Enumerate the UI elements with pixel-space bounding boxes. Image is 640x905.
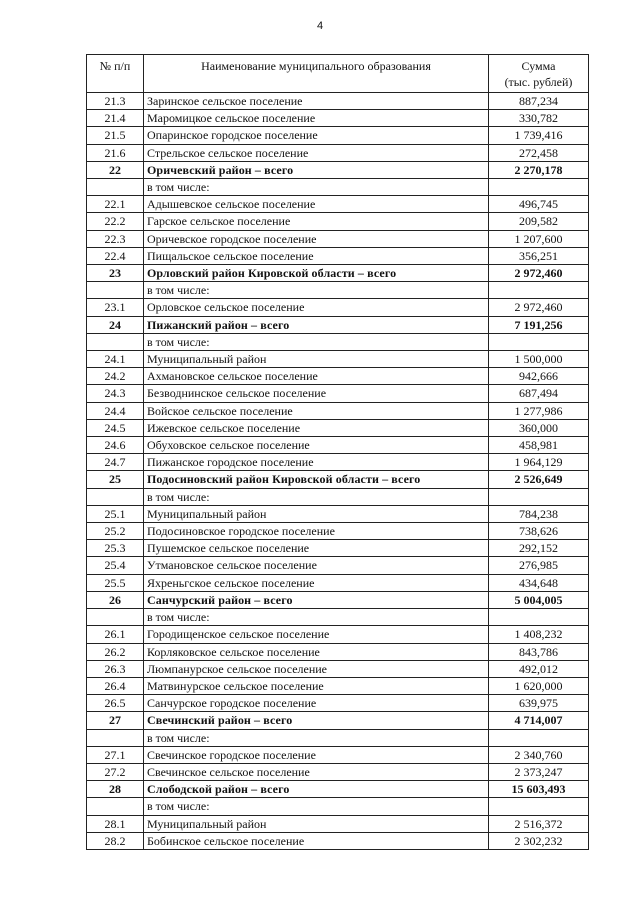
table-row <box>87 505 589 522</box>
budget-table <box>86 54 589 850</box>
row-number-cell: 23.1 <box>87 299 144 316</box>
table-row <box>87 351 589 368</box>
row-name-cell: Яхреньгское сельское поселение <box>144 574 489 591</box>
header-number: № п/п <box>87 55 144 93</box>
row-number-cell: 24 <box>87 316 144 333</box>
row-sum-cell <box>489 729 589 746</box>
row-sum-cell: 7 191,256 <box>489 316 589 333</box>
table-row <box>87 127 589 144</box>
row-sum-cell: 492,012 <box>489 660 589 677</box>
row-name-cell: в том числе: <box>144 798 489 815</box>
row-sum-cell: 356,251 <box>489 247 589 264</box>
table-row <box>87 196 589 213</box>
header-sum-unit: (тыс. рублей) <box>504 75 573 90</box>
table-row <box>87 93 589 110</box>
table-row <box>87 540 589 557</box>
row-sum-cell: 276,985 <box>489 557 589 574</box>
row-number-cell: 24.6 <box>87 437 144 454</box>
row-name-cell: Свечинский район – всего <box>144 712 489 729</box>
district-total-row <box>87 316 589 333</box>
table-body <box>87 93 589 850</box>
row-name-cell: в том числе: <box>144 333 489 350</box>
row-sum-cell: 5 004,005 <box>489 591 589 608</box>
row-number-cell: 24.1 <box>87 351 144 368</box>
table-row <box>87 609 589 626</box>
row-number-cell: 21.5 <box>87 127 144 144</box>
table-row <box>87 557 589 574</box>
row-name-cell: Обуховское сельское поселение <box>144 437 489 454</box>
row-name-cell: Слободской район – всего <box>144 781 489 798</box>
row-sum-cell: 2 270,178 <box>489 161 589 178</box>
row-sum-cell: 1 408,232 <box>489 626 589 643</box>
row-name-cell: Пижанское городское поселение <box>144 454 489 471</box>
row-number-cell: 26 <box>87 591 144 608</box>
row-name-cell: Орловское сельское поселение <box>144 299 489 316</box>
row-number-cell: 26.5 <box>87 695 144 712</box>
row-sum-cell: 15 603,493 <box>489 781 589 798</box>
row-number-cell: 22.3 <box>87 230 144 247</box>
table-row <box>87 437 589 454</box>
row-name-cell: Пижанский район – всего <box>144 316 489 333</box>
row-number-cell: 25.4 <box>87 557 144 574</box>
row-sum-cell: 4 714,007 <box>489 712 589 729</box>
row-sum-cell: 360,000 <box>489 419 589 436</box>
table-row <box>87 179 589 196</box>
row-sum-cell: 2 373,247 <box>489 763 589 780</box>
row-number-cell: 27.1 <box>87 746 144 763</box>
row-sum-cell: 2 340,760 <box>489 746 589 763</box>
row-name-cell: Городищенское сельское поселение <box>144 626 489 643</box>
row-name-cell: в том числе: <box>144 609 489 626</box>
row-number-cell: 25.1 <box>87 505 144 522</box>
row-number-cell <box>87 179 144 196</box>
row-name-cell: в том числе: <box>144 282 489 299</box>
row-number-cell: 27.2 <box>87 763 144 780</box>
row-sum-cell <box>489 179 589 196</box>
row-name-cell: Стрельское сельское поселение <box>144 144 489 161</box>
row-name-cell: Опаринское городское поселение <box>144 127 489 144</box>
header-sum-title: Сумма <box>521 59 556 73</box>
row-name-cell: Безводнинское сельское поселение <box>144 385 489 402</box>
table-row <box>87 746 589 763</box>
row-name-cell: Матвинурское сельское поселение <box>144 677 489 694</box>
table-row <box>87 488 589 505</box>
row-number-cell: 24.4 <box>87 402 144 419</box>
row-sum-cell: 458,981 <box>489 437 589 454</box>
row-sum-cell: 1 620,000 <box>489 677 589 694</box>
table-row <box>87 643 589 660</box>
row-sum-cell: 887,234 <box>489 93 589 110</box>
row-name-cell: Муниципальный район <box>144 351 489 368</box>
table-row <box>87 798 589 815</box>
row-name-cell: Свечинское городское поселение <box>144 746 489 763</box>
row-number-cell: 22 <box>87 161 144 178</box>
row-number-cell: 24.5 <box>87 419 144 436</box>
table-row <box>87 333 589 350</box>
row-number-cell <box>87 333 144 350</box>
table-row <box>87 385 589 402</box>
row-number-cell <box>87 798 144 815</box>
row-name-cell: Подосиновское городское поселение <box>144 523 489 540</box>
row-sum-cell <box>489 282 589 299</box>
row-number-cell: 25.2 <box>87 523 144 540</box>
district-total-row <box>87 471 589 488</box>
table-row <box>87 832 589 849</box>
row-sum-cell: 1 277,986 <box>489 402 589 419</box>
table-row <box>87 419 589 436</box>
row-name-cell: Орловский район Кировской области – всего <box>144 265 489 282</box>
row-number-cell: 21.3 <box>87 93 144 110</box>
row-sum-cell: 1 964,129 <box>489 454 589 471</box>
row-number-cell <box>87 729 144 746</box>
row-sum-cell <box>489 333 589 350</box>
row-sum-cell: 2 302,232 <box>489 832 589 849</box>
row-sum-cell: 2 972,460 <box>489 299 589 316</box>
row-sum-cell: 434,648 <box>489 574 589 591</box>
row-number-cell: 24.7 <box>87 454 144 471</box>
row-name-cell: Маромицкое сельское поселение <box>144 110 489 127</box>
row-number-cell: 23 <box>87 265 144 282</box>
row-sum-cell: 784,238 <box>489 505 589 522</box>
row-name-cell: в том числе: <box>144 179 489 196</box>
row-name-cell: Муниципальный район <box>144 815 489 832</box>
table-row <box>87 110 589 127</box>
row-name-cell: Пушемское сельское поселение <box>144 540 489 557</box>
row-number-cell: 24.2 <box>87 368 144 385</box>
row-name-cell: Люмпанурское сельское поселение <box>144 660 489 677</box>
row-sum-cell: 272,458 <box>489 144 589 161</box>
table-row <box>87 402 589 419</box>
row-sum-cell: 843,786 <box>489 643 589 660</box>
row-number-cell: 24.3 <box>87 385 144 402</box>
row-name-cell: Утмановское сельское поселение <box>144 557 489 574</box>
row-number-cell: 28.2 <box>87 832 144 849</box>
district-total-row <box>87 591 589 608</box>
table-row <box>87 574 589 591</box>
row-number-cell: 25 <box>87 471 144 488</box>
row-name-cell: Войское сельское поселение <box>144 402 489 419</box>
page-number: 4 <box>316 20 324 32</box>
row-name-cell: Санчурское городское поселение <box>144 695 489 712</box>
row-sum-cell: 1 739,416 <box>489 127 589 144</box>
row-number-cell: 22.1 <box>87 196 144 213</box>
row-name-cell: в том числе: <box>144 488 489 505</box>
header-name: Наименование муниципального образования <box>144 55 489 93</box>
district-total-row <box>87 265 589 282</box>
row-number-cell: 21.6 <box>87 144 144 161</box>
row-sum-cell: 209,582 <box>489 213 589 230</box>
row-number-cell: 26.2 <box>87 643 144 660</box>
row-name-cell: Подосиновский район Кировской области – всего <box>144 471 489 488</box>
row-number-cell: 22.2 <box>87 213 144 230</box>
row-name-cell: в том числе: <box>144 729 489 746</box>
row-name-cell: Адышевское сельское поселение <box>144 196 489 213</box>
row-name-cell: Оричевский район – всего <box>144 161 489 178</box>
row-sum-cell: 1 207,600 <box>489 230 589 247</box>
row-sum-cell: 330,782 <box>489 110 589 127</box>
table-row <box>87 282 589 299</box>
row-sum-cell: 1 500,000 <box>489 351 589 368</box>
row-sum-cell: 942,666 <box>489 368 589 385</box>
row-number-cell: 21.4 <box>87 110 144 127</box>
district-total-row <box>87 781 589 798</box>
row-name-cell: Ахмановское сельское поселение <box>144 368 489 385</box>
row-name-cell: Ижевское сельское поселение <box>144 419 489 436</box>
row-number-cell: 28.1 <box>87 815 144 832</box>
row-name-cell: Гарское сельское поселение <box>144 213 489 230</box>
header-sum <box>489 55 589 93</box>
table-row <box>87 247 589 264</box>
row-sum-cell <box>489 488 589 505</box>
row-sum-cell: 2 972,460 <box>489 265 589 282</box>
table-row <box>87 213 589 230</box>
row-sum-cell <box>489 609 589 626</box>
row-sum-cell <box>489 798 589 815</box>
row-sum-cell: 292,152 <box>489 540 589 557</box>
row-number-cell: 26.1 <box>87 626 144 643</box>
row-number-cell: 28 <box>87 781 144 798</box>
row-name-cell: Оричевское городское поселение <box>144 230 489 247</box>
row-sum-cell: 2 526,649 <box>489 471 589 488</box>
row-name-cell: Заринское сельское поселение <box>144 93 489 110</box>
district-total-row <box>87 161 589 178</box>
row-name-cell: Пищальское сельское поселение <box>144 247 489 264</box>
table-row <box>87 695 589 712</box>
row-name-cell: Муниципальный район <box>144 505 489 522</box>
row-number-cell: 26.4 <box>87 677 144 694</box>
row-number-cell: 27 <box>87 712 144 729</box>
table-row <box>87 299 589 316</box>
row-name-cell: Санчурский район – всего <box>144 591 489 608</box>
row-number-cell <box>87 609 144 626</box>
row-sum-cell: 738,626 <box>489 523 589 540</box>
row-name-cell: Корляковское сельское поселение <box>144 643 489 660</box>
row-number-cell <box>87 488 144 505</box>
row-number-cell: 25.3 <box>87 540 144 557</box>
row-sum-cell: 496,745 <box>489 196 589 213</box>
row-name-cell: Бобинское сельское поселение <box>144 832 489 849</box>
row-number-cell: 25.5 <box>87 574 144 591</box>
row-sum-cell: 687,494 <box>489 385 589 402</box>
table-row <box>87 626 589 643</box>
table-row <box>87 763 589 780</box>
table-row <box>87 230 589 247</box>
row-name-cell: Свечинское сельское поселение <box>144 763 489 780</box>
table-row <box>87 729 589 746</box>
row-sum-cell: 2 516,372 <box>489 815 589 832</box>
table-row <box>87 523 589 540</box>
table-row <box>87 454 589 471</box>
row-number-cell: 26.3 <box>87 660 144 677</box>
district-total-row <box>87 712 589 729</box>
table-header-row <box>87 55 589 93</box>
row-sum-cell: 639,975 <box>489 695 589 712</box>
table-row <box>87 677 589 694</box>
table-row <box>87 144 589 161</box>
table-row <box>87 368 589 385</box>
row-number-cell: 22.4 <box>87 247 144 264</box>
table-row <box>87 815 589 832</box>
row-number-cell <box>87 282 144 299</box>
table-row <box>87 660 589 677</box>
